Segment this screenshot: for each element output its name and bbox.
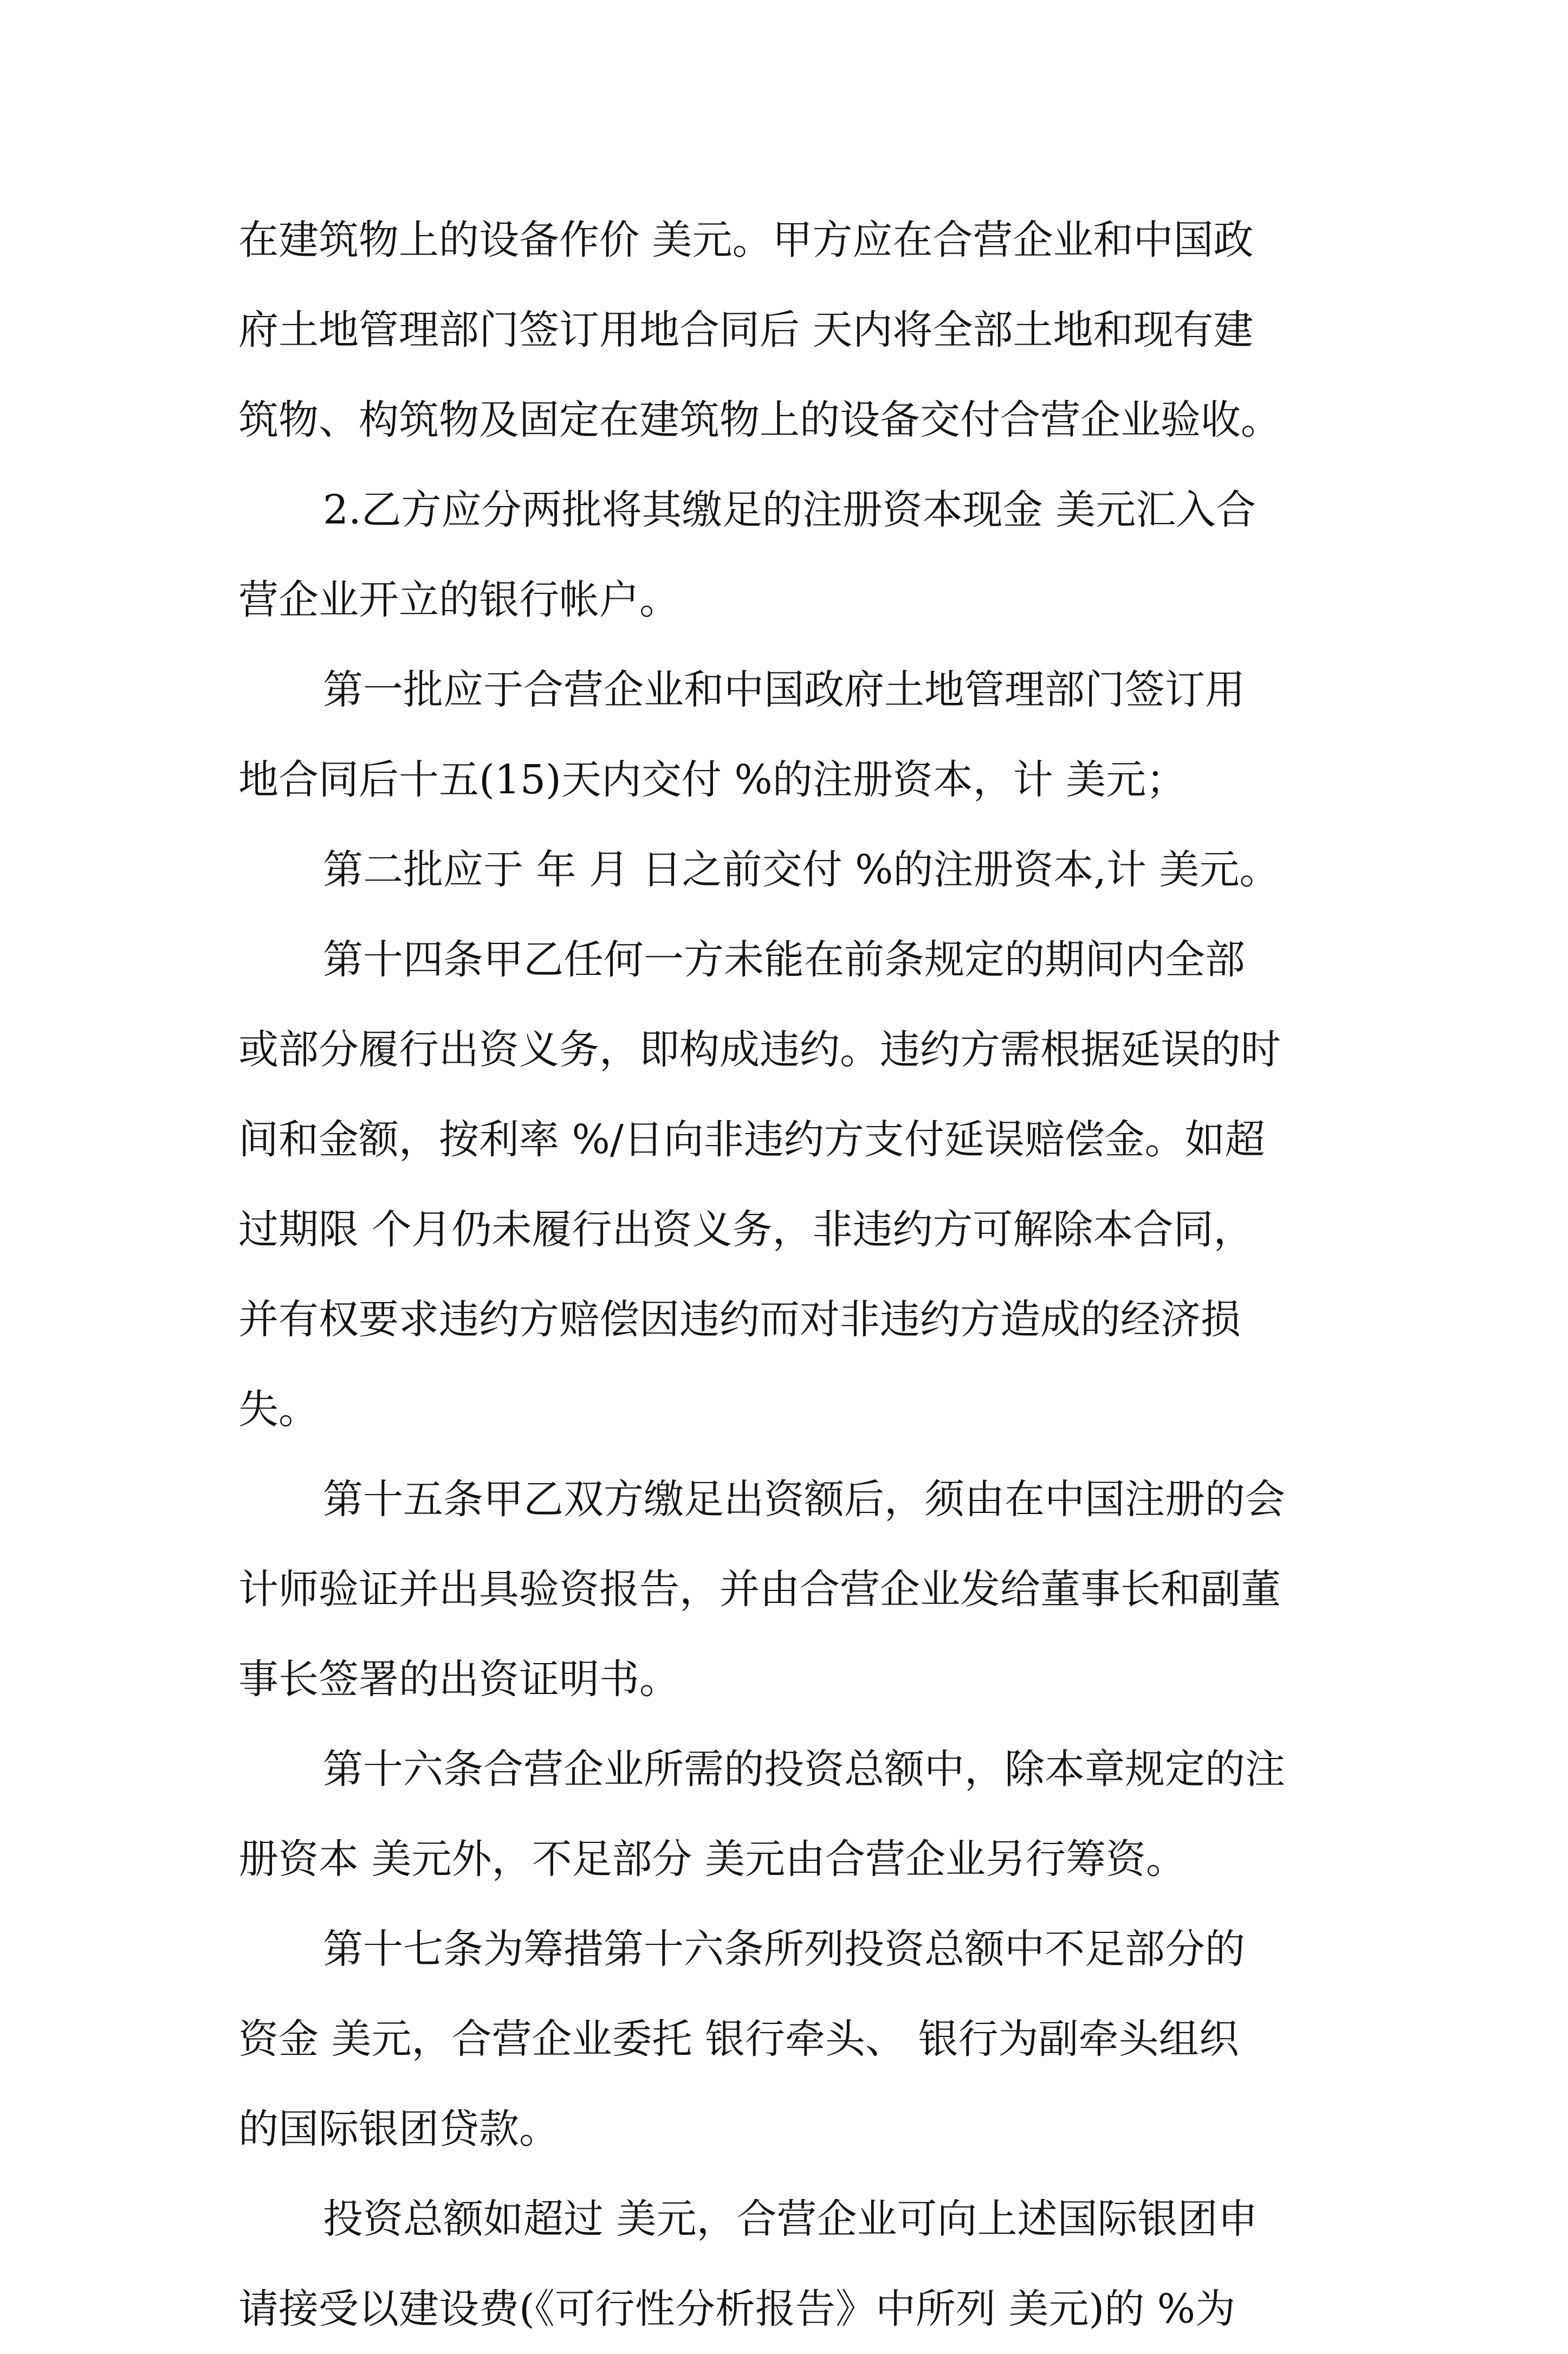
text-line: 请接受以建设费(《可行性分析报告》中所列 美元)的 %为 xyxy=(238,2286,1236,2332)
text-line: 第十七条为筹措第十六条所列投资总额中不足部分的 xyxy=(323,1926,1245,1973)
text-line: 计师验证并出具验资报告，并由合营企业发给董事长和副董 xyxy=(238,1566,1281,1613)
text-line: 事长签署的出资证明书。 xyxy=(238,1656,679,1703)
text-line: 并有权要求违约方赔偿因违约而对非违约方造成的经济损 xyxy=(238,1296,1241,1343)
text-line: 地合同后十五(15)天内交付 %的注册资本，计 美元； xyxy=(238,756,1187,803)
text-line: 或部分履行出资义务，即构成违约。违约方需根据延误的时 xyxy=(238,1026,1281,1073)
text-line: 第一批应于合营企业和中国政府土地管理部门签订用 xyxy=(323,667,1245,713)
text-line: 间和金额，按利率 %/日向非违约方支付延误赔偿金。如超 xyxy=(238,1116,1265,1163)
text-line: 第十六条合营企业所需的投资总额中，除本章规定的注 xyxy=(323,1746,1285,1793)
text-line: 的国际银团贷款。 xyxy=(238,2106,559,2152)
document-body xyxy=(238,195,1338,2354)
text-line: 失。 xyxy=(238,1386,319,1433)
text-line: 投资总额如超过 美元，合营企业可向上述国际银团申 xyxy=(323,2196,1258,2242)
text-line: 2.乙方应分两批将其缴足的注册资本现金 美元汇入合 xyxy=(323,487,1256,533)
text-line: 册资本 美元外，不足部分 美元由合营企业另行筹资。 xyxy=(238,1836,1187,1883)
text-line: 在建筑物上的设备作价 美元。甲方应在合营企业和中国政 xyxy=(238,217,1254,263)
text-line: 资金 美元，合营企业委托 银行牵头、 银行为副牵头组织 xyxy=(238,2016,1239,2062)
text-line: 营企业开立的银行帐户。 xyxy=(238,577,679,623)
text-line: 筑物、构筑物及固定在建筑物上的设备交付合营企业验收。 xyxy=(238,397,1281,443)
text-line: 第十四条甲乙任何一方未能在前条规定的期间内全部 xyxy=(323,936,1245,983)
text-line: 过期限 个月仍未履行出资义务，非违约方可解除本合同， xyxy=(238,1206,1254,1253)
text-line: 府土地管理部门签订用地合同后 天内将全部土地和现有建 xyxy=(238,307,1254,353)
text-line: 第二批应于 年 月 日之前交付 %的注册资本,计 美元。 xyxy=(323,846,1280,893)
text-line: 第十五条甲乙双方缴足出资额后，须由在中国注册的会 xyxy=(323,1476,1285,1523)
